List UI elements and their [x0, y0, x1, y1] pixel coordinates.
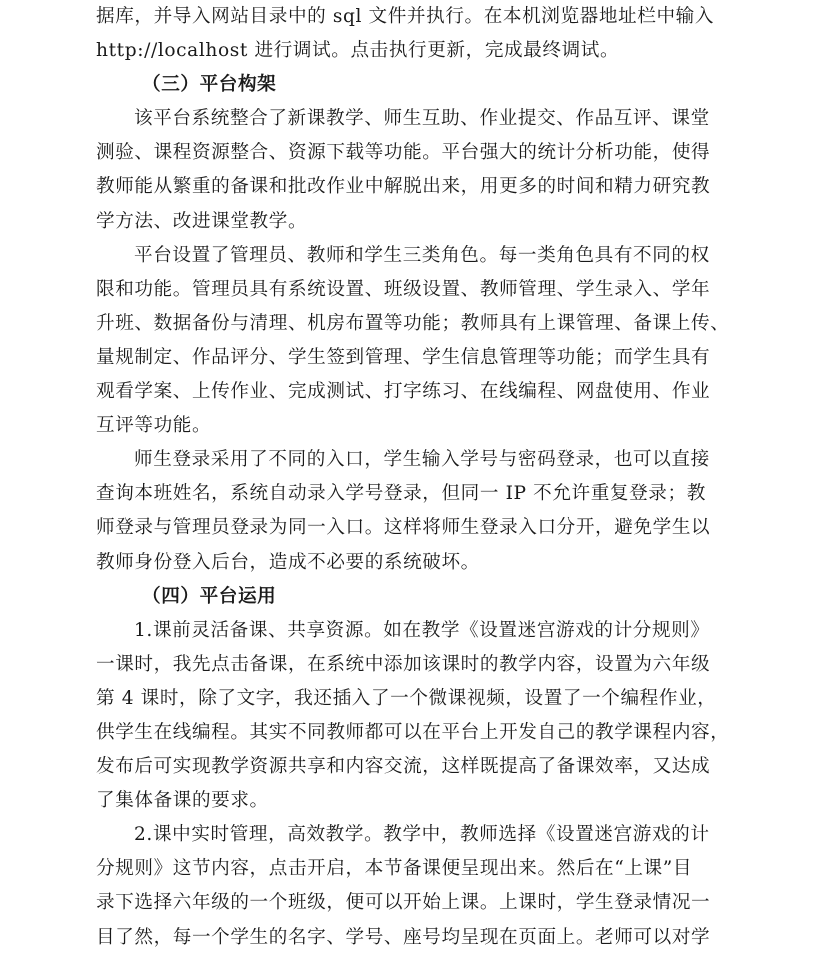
text-line: 该平台系统整合了新课教学、师生互助、作业提交、作品互评、课堂 — [134, 108, 710, 130]
text-line: 第 4 课时，除了文字，我还插入了一个微课视频，设置了一个编程作业， — [96, 687, 717, 709]
text-line: 学方法、改进课堂教学。 — [96, 210, 308, 232]
text-line: 师生登录采用了不同的入口，学生输入学号与密码登录，也可以直接 — [134, 449, 710, 471]
text-line: http://localhost 进行调试。点击执行更新，完成最终调试。 — [96, 40, 620, 62]
section-heading: （三）平台构架 — [142, 74, 277, 96]
text-line: 限和功能。管理员具有系统设置、班级设置、教师管理、学生录入、学年 — [96, 278, 711, 300]
text-line: 了集体备课的要求。 — [96, 790, 269, 812]
section-heading: （四）平台运用 — [142, 585, 277, 607]
text-line: 量规制定、作品评分、学生签到管理、学生信息管理等功能；而学生具有 — [96, 346, 711, 368]
text-line: 测验、课程资源整合、资源下载等功能。平台强大的统计分析功能，使得 — [96, 142, 711, 164]
text-line: 升班、数据备份与清理、机房布置等功能；教师具有上课管理、备课上传、 — [96, 312, 730, 334]
text-line: 录下选择六年级的一个班级，便可以开始上课。上课时，学生登录情况一 — [96, 892, 711, 914]
text-line: 观看学案、上传作业、完成测试、打字练习、在线编程、网盘使用、作业 — [96, 381, 711, 403]
text-line: 一课时，我先点击备课，在系统中添加该课时的教学内容，设置为六年级 — [96, 653, 711, 675]
text-line: 供学生在线编程。其实不同教师都可以在平台上开发自己的教学课程内容， — [96, 721, 730, 743]
text-line: 互评等功能。 — [96, 415, 212, 437]
text-line: 平台设置了管理员、教师和学生三类角色。每一类角色具有不同的权 — [134, 244, 710, 266]
text-line: 目了然，每一个学生的名字、学号、座号均呈现在页面上。老师可以对学 — [96, 926, 711, 948]
text-line: 据库，并导入网站目录中的 sql 文件并执行。在本机浏览器地址栏中输入 — [96, 6, 715, 27]
text-line: 发布后可实现教学资源共享和内容交流，这样既提高了备课效率，又达成 — [96, 756, 711, 778]
text-line: 教师能从繁重的备课和批改作业中解脱出来，用更多的时间和精力研究教 — [96, 176, 711, 198]
text-line: 教师身份登入后台，造成不必要的系统破坏。 — [96, 551, 480, 573]
text-line: 2.课中实时管理，高效教学。教学中，教师选择《设置迷宫游戏的计 — [134, 824, 710, 846]
text-line: 1.课前灵活备课、共享资源。如在教学《设置迷宫游戏的计分规则》 — [134, 619, 710, 641]
text-line: 分规则》这节内容，点击开启，本节备课便呈现出来。然后在“上课”目 — [96, 858, 693, 880]
text-line: 师登录与管理员登录为同一入口。这样将师生登录入口分开，避免学生以 — [96, 517, 711, 539]
text-line: 查询本班姓名，系统自动录入学号登录，但同一 IP 不允许重复登录；教 — [96, 483, 706, 505]
